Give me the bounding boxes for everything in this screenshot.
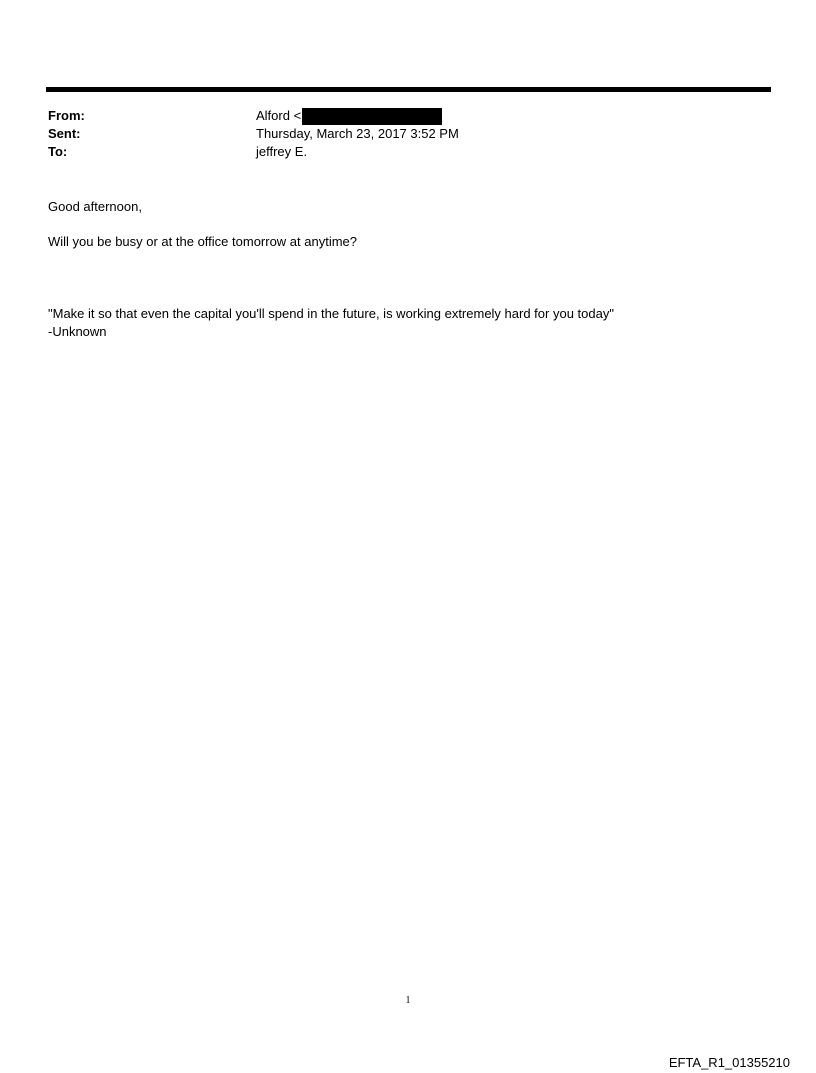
signature-quote: "Make it so that even the capital you'll spend in the future, is working extremely hard for you today" bbox=[48, 306, 614, 321]
email-question: Will you be busy or at the office tomorrow at anytime? bbox=[48, 234, 358, 249]
header-divider-rule bbox=[46, 87, 771, 92]
from-label: From: bbox=[48, 108, 85, 123]
to-value: jeffrey E. bbox=[256, 144, 308, 159]
from-row bbox=[48, 107, 768, 125]
to-label: To: bbox=[48, 144, 68, 159]
sent-label: Sent: bbox=[48, 126, 81, 141]
sender-name: Alford < bbox=[256, 108, 302, 123]
sent-value: Thursday, March 23, 2017 3:52 PM bbox=[256, 126, 459, 141]
from-value bbox=[256, 107, 442, 125]
page-number: 1 bbox=[405, 995, 411, 1006]
redaction-block bbox=[302, 108, 442, 125]
email-header bbox=[48, 107, 768, 161]
bates-number: EFTA_R1_01355210 bbox=[668, 1055, 790, 1070]
to-row bbox=[48, 143, 768, 161]
quote-attribution: -Unknown bbox=[48, 324, 107, 339]
sent-row bbox=[48, 125, 768, 143]
email-greeting: Good afternoon, bbox=[48, 199, 142, 214]
